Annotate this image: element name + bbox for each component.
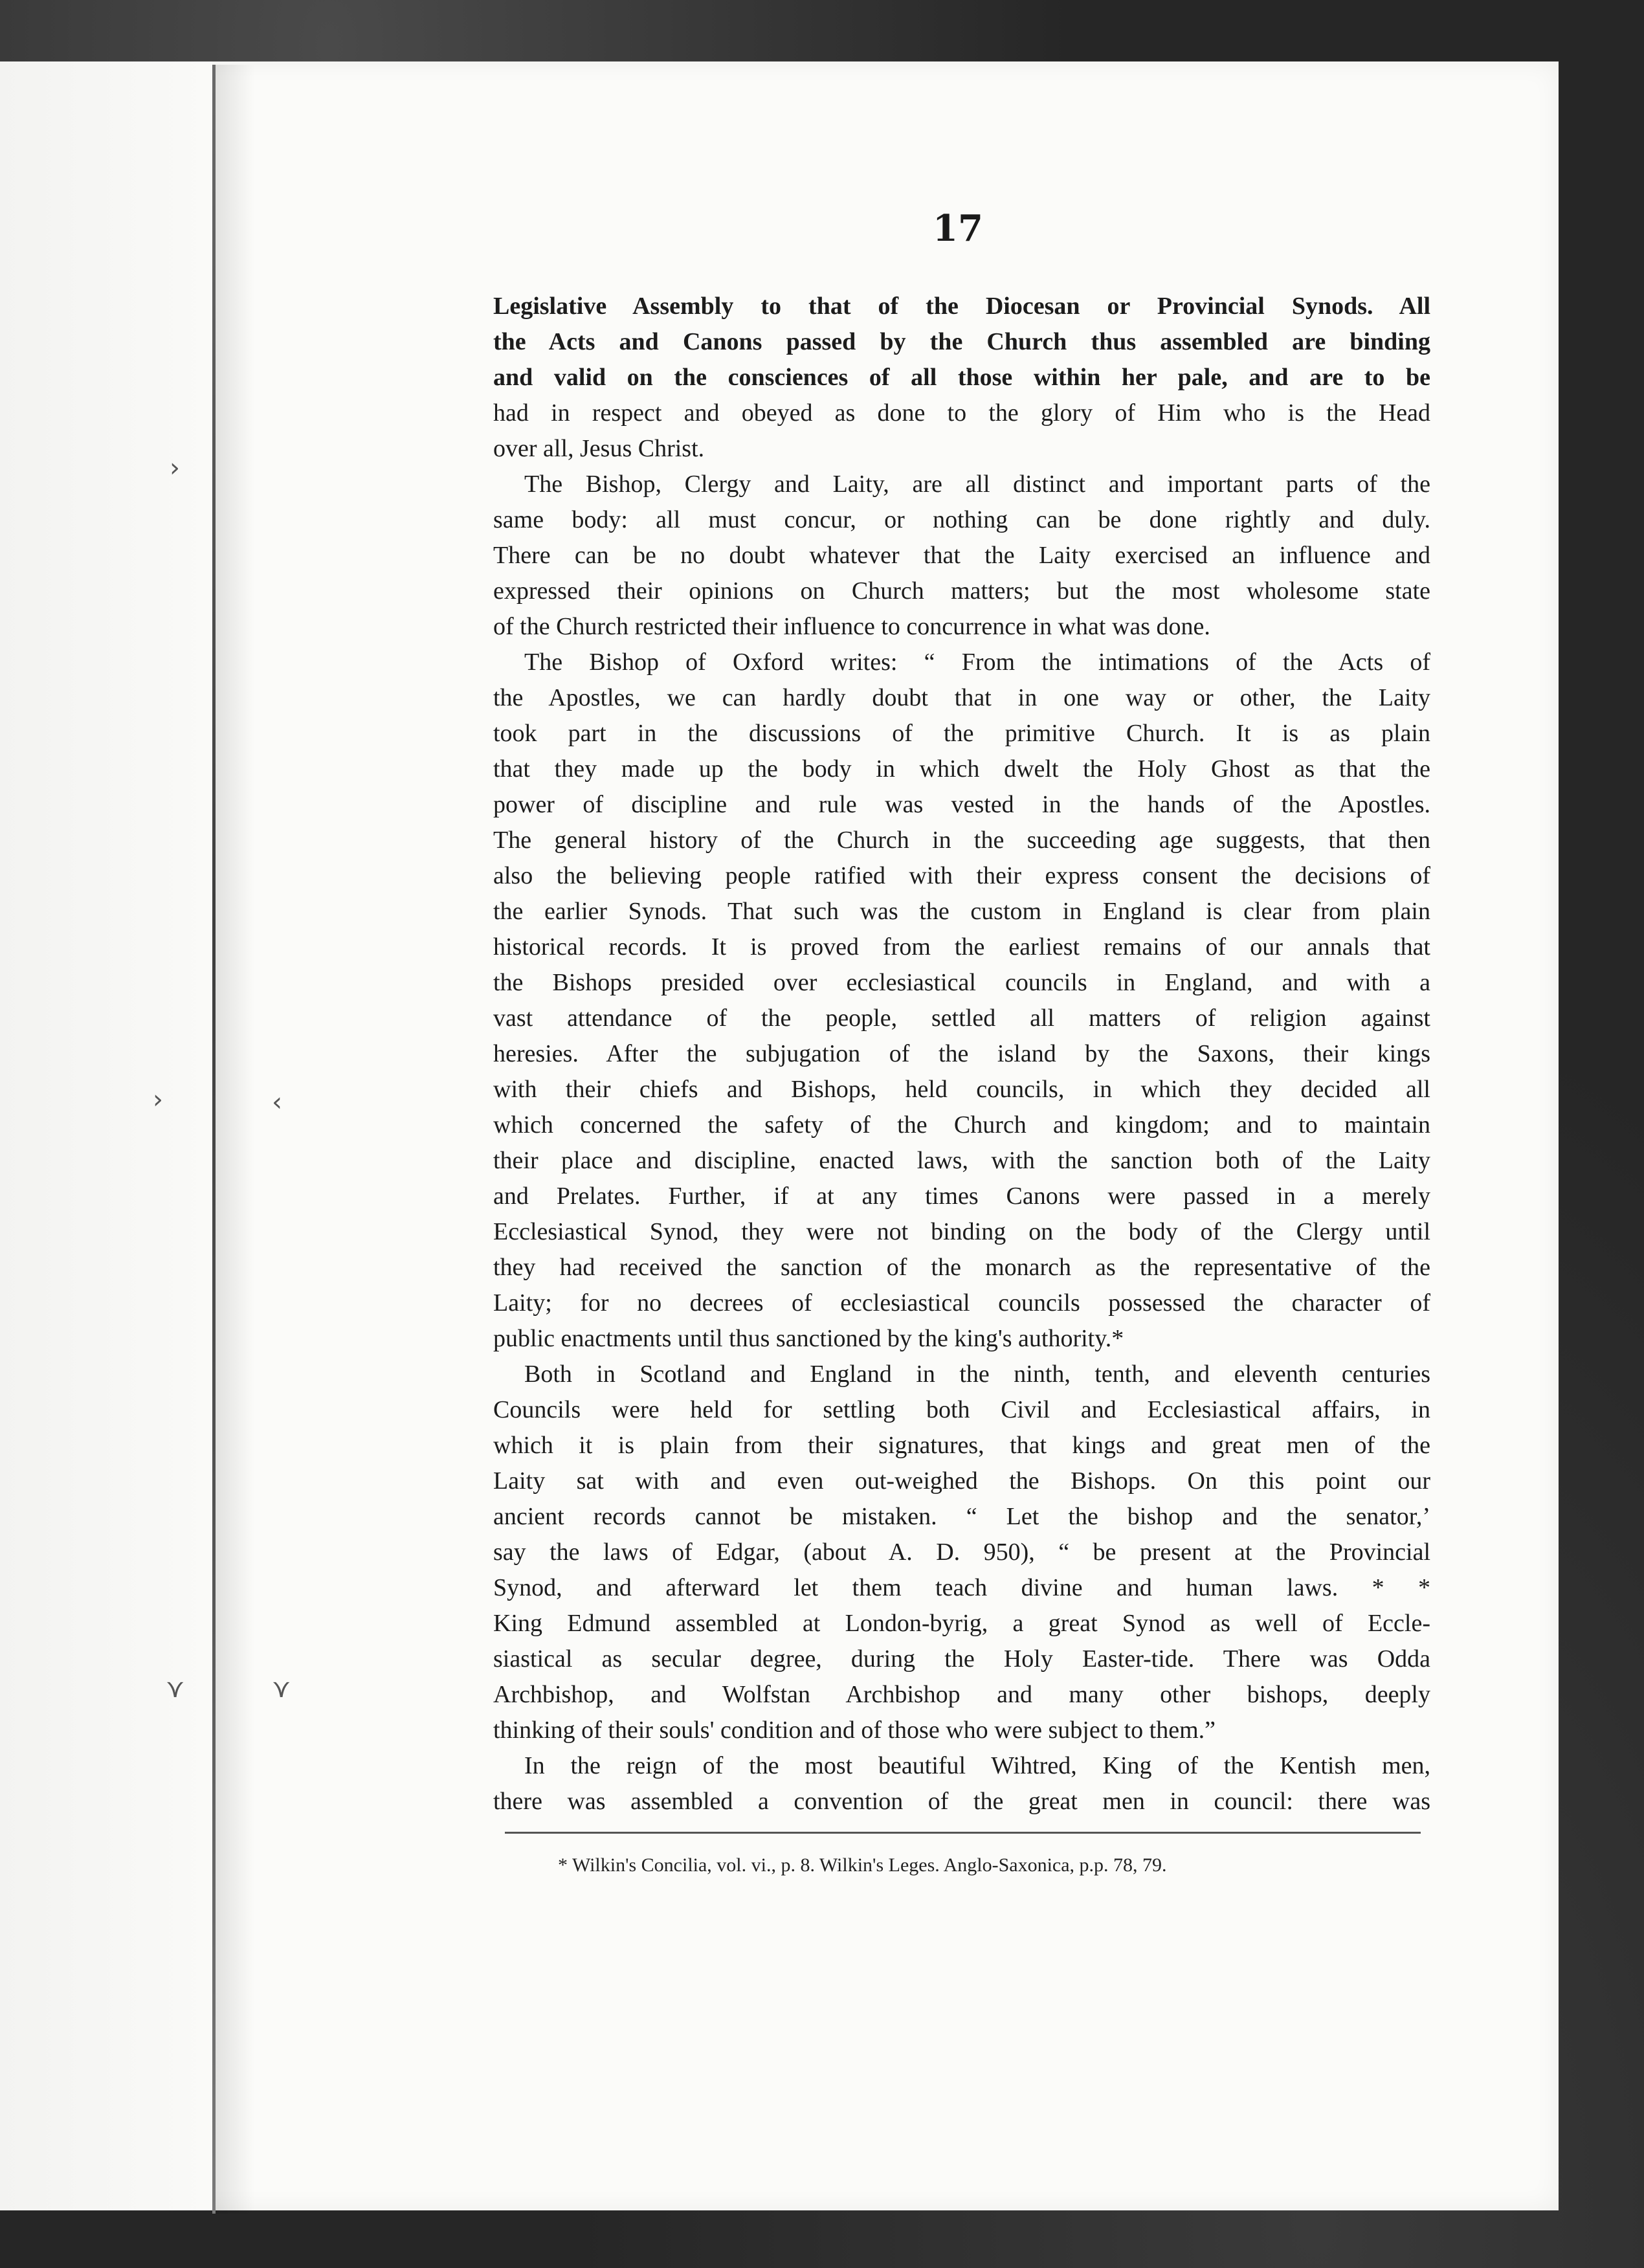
text-line: the Bishops presided over ecclesiastical councils in England, and with a — [493, 969, 1430, 996]
text-line: historical records. It is proved from the earliest remains of our annals that — [493, 933, 1430, 961]
scan-speck: › — [153, 1085, 163, 1115]
text-line: say the laws of Edgar, (about A. D. 950), “ be present at the Provincial — [493, 1539, 1430, 1566]
text-line: took part in the discussions of the primitive Church. It is as plain — [493, 720, 1430, 747]
left-facing-page-edge — [0, 61, 212, 2210]
text-line: Councils were held for settling both Civil and Ecclesiastical affairs, in — [493, 1396, 1430, 1423]
text-line: that they made up the body in which dwelt the Holy Ghost as that the — [493, 755, 1430, 783]
text-line: The Bishop, Clergy and Laity, are all distinct and important parts of the — [524, 471, 1430, 498]
text-line: with their chiefs and Bishops, held councils, in which they decided all — [493, 1076, 1430, 1103]
text-line: the Apostles, we can hardly doubt that in one way or other, the Laity — [493, 684, 1430, 711]
text-line: also the believing people ratified with their express consent the decisions of — [493, 862, 1430, 889]
text-line: Legislative Assembly to that of the Diocesan or Provincial Synods. All — [493, 293, 1430, 320]
text-line: King Edmund assembled at London-byrig, a great Synod as well of Eccle- — [493, 1610, 1430, 1637]
text-line: The Bishop of Oxford writes: “ From the intimations of the Acts of — [524, 649, 1430, 676]
text-line: the earlier Synods. That such was the custom in England is clear from plain — [493, 898, 1430, 925]
text-line: siastical as secular degree, during the Holy Easter-tide. There was Odda — [493, 1645, 1430, 1673]
text-line: The general history of the Church in the succeeding age suggests, that then — [493, 827, 1430, 854]
text-line: they had received the sanction of the monarch as the representative of the — [493, 1254, 1430, 1281]
scan-speck: ‹ — [272, 1087, 282, 1117]
scan-speck: ⋎ — [166, 1674, 185, 1704]
text-line: and Prelates. Further, if at any times Canons were passed in a merely — [493, 1183, 1430, 1210]
page-number: 17 — [933, 207, 983, 250]
text-line: which it is plain from their signatures, that kings and great men of the — [493, 1432, 1430, 1459]
text-line: same body: all must concur, or nothing can be done rightly and duly. — [493, 506, 1430, 533]
text-line: vast attendance of the people, settled all matters of religion against — [493, 1005, 1430, 1032]
body-text — [493, 289, 1430, 1819]
text-line: thinking of their souls' condition and of those who were subject to them.” — [493, 1717, 1216, 1744]
text-line: had in respect and obeyed as done to the glory of Him who is the Head — [493, 399, 1430, 427]
text-line: their place and discipline, enacted laws, with the sanction both of the Laity — [493, 1147, 1430, 1174]
text-line: Laity sat with and even out-weighed the Bishops. On this point our — [493, 1467, 1430, 1495]
text-line: of the Church restricted their influence to concurrence in what was done. — [493, 613, 1210, 640]
text-line: There can be no doubt whatever that the Laity exercised an influence and — [493, 542, 1430, 569]
text-line: ancient records cannot be mistaken. “ Let the bishop and the senator,’ — [493, 1503, 1430, 1530]
text-line: over all, Jesus Christ. — [493, 435, 705, 462]
text-line: heresies. After the subjugation of the island by the Saxons, their kings — [493, 1040, 1430, 1067]
footnote-rule — [505, 1832, 1421, 1834]
text-line: Laity; for no decrees of ecclesiastical councils possessed the character of — [493, 1289, 1430, 1317]
text-line: the Acts and Canons passed by the Church thus assembled are binding — [493, 328, 1430, 355]
text-line: expressed their opinions on Church matters; but the most wholesome state — [493, 577, 1430, 605]
text-line: Synod, and afterward let them teach divine and human laws. * * — [493, 1574, 1430, 1601]
text-line: Ecclesiastical Synod, they were not binding on the body of the Clergy until — [493, 1218, 1430, 1245]
scan-speck: ⋎ — [272, 1674, 291, 1704]
text-line: and valid on the consciences of all those within her pale, and are to be — [493, 364, 1430, 391]
text-line: power of discipline and rule was vested in the hands of the Apostles. — [493, 791, 1430, 818]
text-line: which concerned the safety of the Church and kingdom; and to maintain — [493, 1111, 1430, 1139]
scan-speck: › — [170, 453, 180, 483]
text-line: there was assembled a convention of the great men in council: there was — [493, 1788, 1430, 1815]
text-line: Archbishop, and Wolfstan Archbishop and many other bishops, deeply — [493, 1681, 1430, 1708]
text-line: In the reign of the most beautiful Wihtred, King of the Kentish men, — [524, 1752, 1430, 1779]
footnote: * Wilkin's Concilia, vol. vi., p. 8. Wilkin's Leges. Anglo-Saxonica, p.p. 78, 79. — [558, 1854, 1167, 1876]
text-line: public enactments until thus sanctioned by the king's authority.* — [493, 1325, 1124, 1352]
gutter-shadow — [216, 65, 254, 2214]
text-line: Both in Scotland and England in the ninth, tenth, and eleventh centuries — [524, 1361, 1430, 1388]
